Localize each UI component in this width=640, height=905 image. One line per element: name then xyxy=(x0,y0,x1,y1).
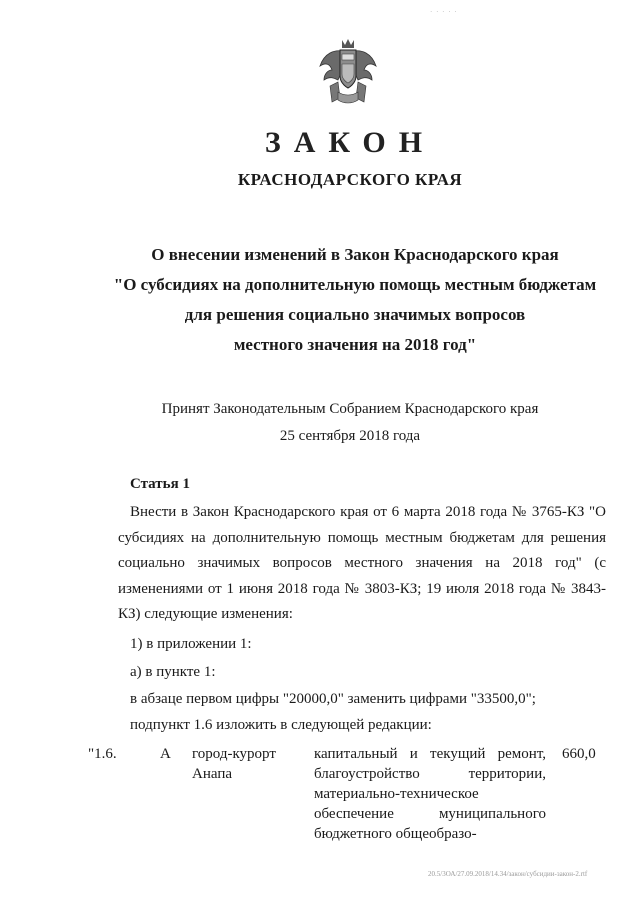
region-title: КРАСНОДАРСКОГО КРАЯ xyxy=(237,170,463,189)
coat-of-arms-icon xyxy=(316,36,380,108)
amendment-line: а) в пункте 1: xyxy=(130,664,216,680)
law-title: ЗАКОН xyxy=(264,126,436,159)
amendment-line: 1) в приложении 1: xyxy=(130,636,252,652)
row-municipality: город-курорт Анапа xyxy=(192,746,276,782)
top-note: · · · · · xyxy=(430,8,458,16)
row-number: "1.6. xyxy=(88,746,117,762)
adoption-date: 25 сентября 2018 года xyxy=(279,428,421,444)
file-path-footer: 20.5/3ОА/27.09.2018/14.34/закон/субсидии-закон-2.rtf xyxy=(428,870,588,878)
article-paragraph: Внести в Закон Краснодарского края от 6 марта 2018 года № 3765-КЗ "О субсидиях на дополнительную помощь местным бюджетам для решения социально значимых вопросов местного значения на 2018 год" (с изменениями от 1 июня 2018 года № 3803-КЗ; 19 июля 2018 года № 3843-КЗ) следующие изменения: xyxy=(118,504,606,622)
adoption-note xyxy=(100,396,600,450)
heading-line: местного значения на 2018 год" xyxy=(233,335,477,354)
adoption-body: Принят Законодательным Собранием Краснодарского края xyxy=(161,401,539,417)
amendment-line: подпункт 1.6 изложить в следующей редакции: xyxy=(130,717,432,733)
article-title: Статья 1 xyxy=(130,476,190,492)
row-description: капитальный и текущий ремонт, благоустройство территории, материально-техническое обеспечение муниципального бюджетного общеобразо- xyxy=(314,746,546,842)
heading-line: "О субсидиях на дополнительную помощь местным бюджетам xyxy=(113,275,597,294)
row-amount: 660,0 xyxy=(562,746,596,762)
row-letter: А xyxy=(160,746,171,762)
heading-line: О внесении изменений в Закон Краснодарского края xyxy=(151,245,559,264)
amendment-line: в абзаце первом цифры "20000,0" заменить цифрами "33500,0"; xyxy=(130,691,536,707)
heading-line: для решения социально значимых вопросов xyxy=(184,305,526,324)
law-heading xyxy=(90,240,620,360)
